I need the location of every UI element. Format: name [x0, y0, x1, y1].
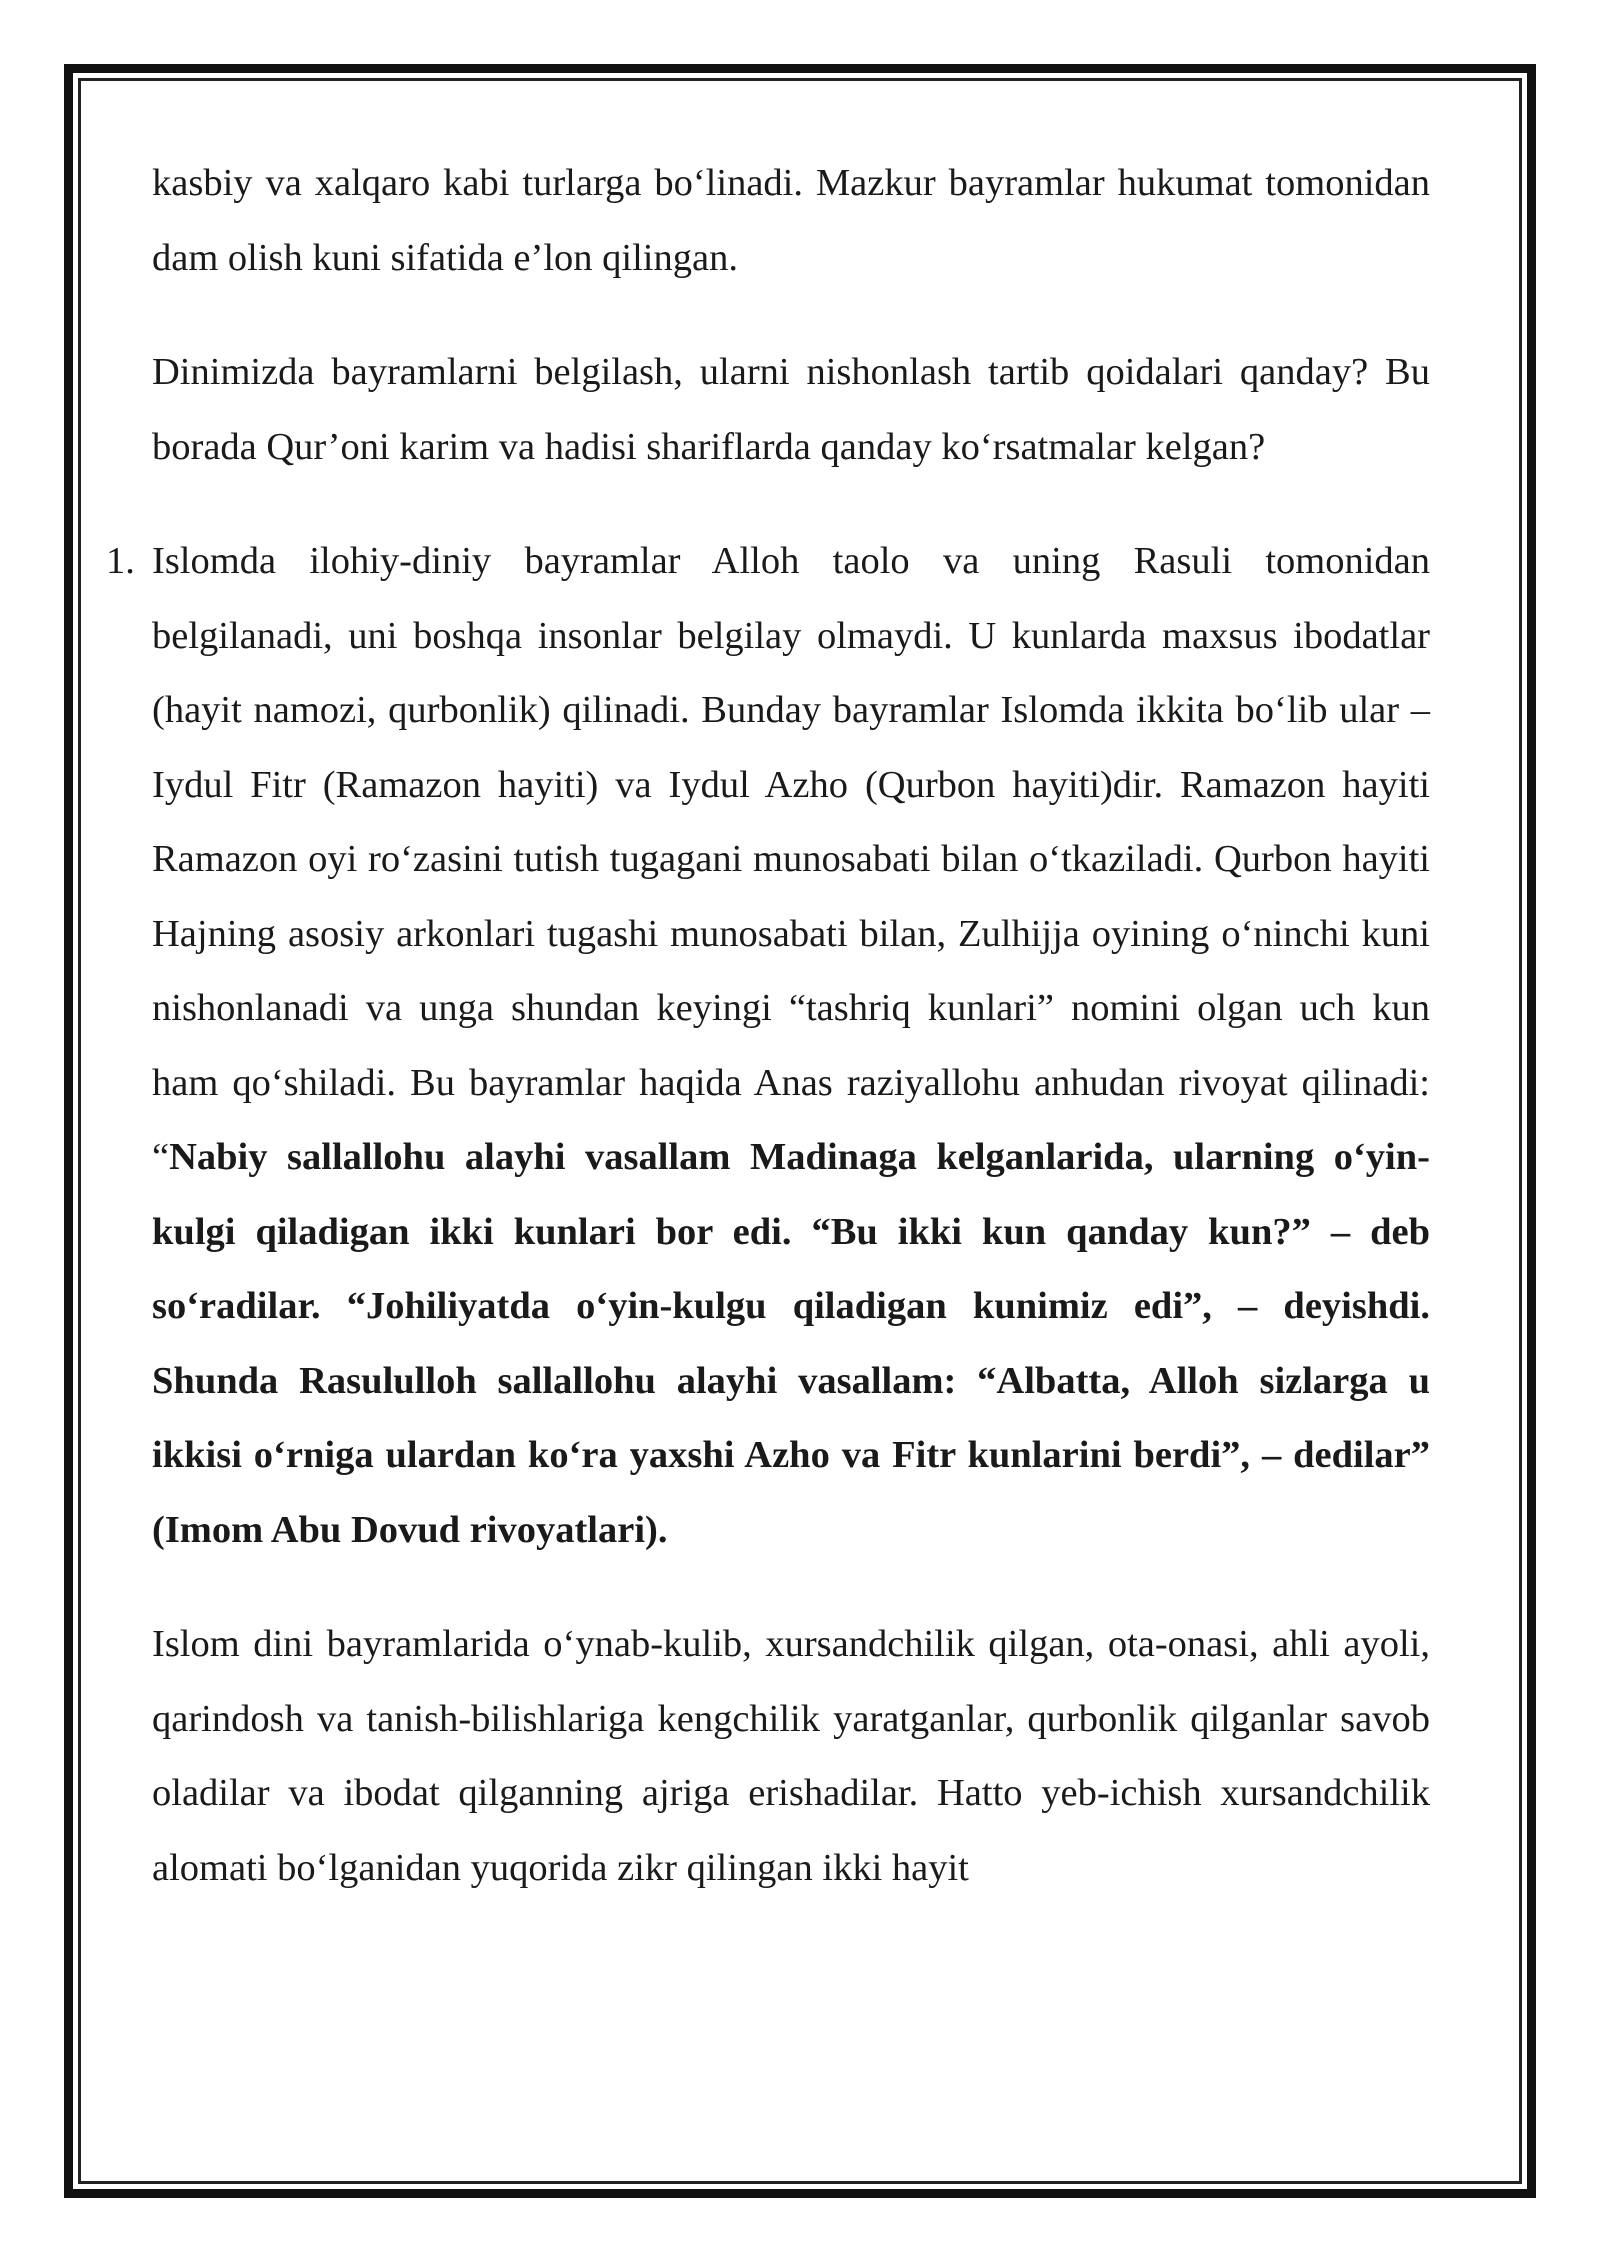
paragraph-islamic-holidays: Islom dini bayramlarida o‘ynab-kulib, xursandchilik qilgan, ota-onasi, ahli ayoli, qarindosh va tanish-bilishlariga kengchilik yaratganlar, qurbonlik qilganlar savob oladilar va ibodat qilganning ajriga erishadilar. Hatto yeb-ichish xursandchilik alomati bo‘lganidan yuqorida zikr qilingan ikki hayit: [152, 1623, 1430, 1889]
list-item-1-text: Islomda ilohiy-diniy bayramlar Alloh taolo va uning Rasuli tomonidan belgilanadi, uni boshqa insonlar belgilay olmaydi. U kunlarda maxsus ibodatlar (hayit namozi, qurbonlik) qilinadi. Bunday bayramlar Islomda ikkita bo‘lib ular – Iydul Fitr (Ramazon hayiti) va Iydul Azho (Qurbon hayiti)dir. Ramazon hayiti Ramazon oyi ro‘zasini tutish tugagani munosabati bilan o‘tkaziladi. Qurbon hayiti Hajning asosiy arkonlari tugashi munosabati bilan, Zulhijja oyining o‘ninchi kuni nishonlanadi va unga shundan keyingi “tashriq kunlari” nomini olgan uch kun ham qo‘shiladi. Bu bayramlar haqida Anas raziyallohu anhudan rivoyat qilinadi: “: [152, 540, 1430, 1178]
document-body: [106, 146, 1430, 1905]
list-item-number: 1.: [106, 540, 135, 582]
hadith-quote-bold: Nabiy sallallohu alayhi vasallam Madinaga kelganlarida, ularning o‘yin-kulgi qiladigan ikki kunlari bor edi. “Bu ikki kun qanday kun?” – deb so‘radilar. “Johiliyatda o‘yin-kulgu qiladigan kunimiz edi”, – deyishdi. Shunda Rasululloh sallallohu alayhi vasallam: “Albatta, Alloh sizlarga u ikkisi o‘rniga ulardan ko‘ra yaxshi Azho va Fitr kunlarini berdi”, – dedilar” (Imom Abu Dovud rivoyatlari).: [152, 1136, 1430, 1551]
paragraph-question: Dinimizda bayramlarni belgilash, ularni nishonlash tartib qoidalari qanday? Bu borada Qur’oni karim va hadisi shariflarda qanday ko‘rsatmalar kelgan?: [152, 351, 1430, 468]
list-item-1: [106, 524, 1430, 1567]
paragraph-intro-continuation: kasbiy va xalqaro kabi turlarga bo‘linadi. Mazkur bayramlar hukumat tomonidan dam olish kuni sifatida e’lon qilingan.: [152, 162, 1430, 279]
